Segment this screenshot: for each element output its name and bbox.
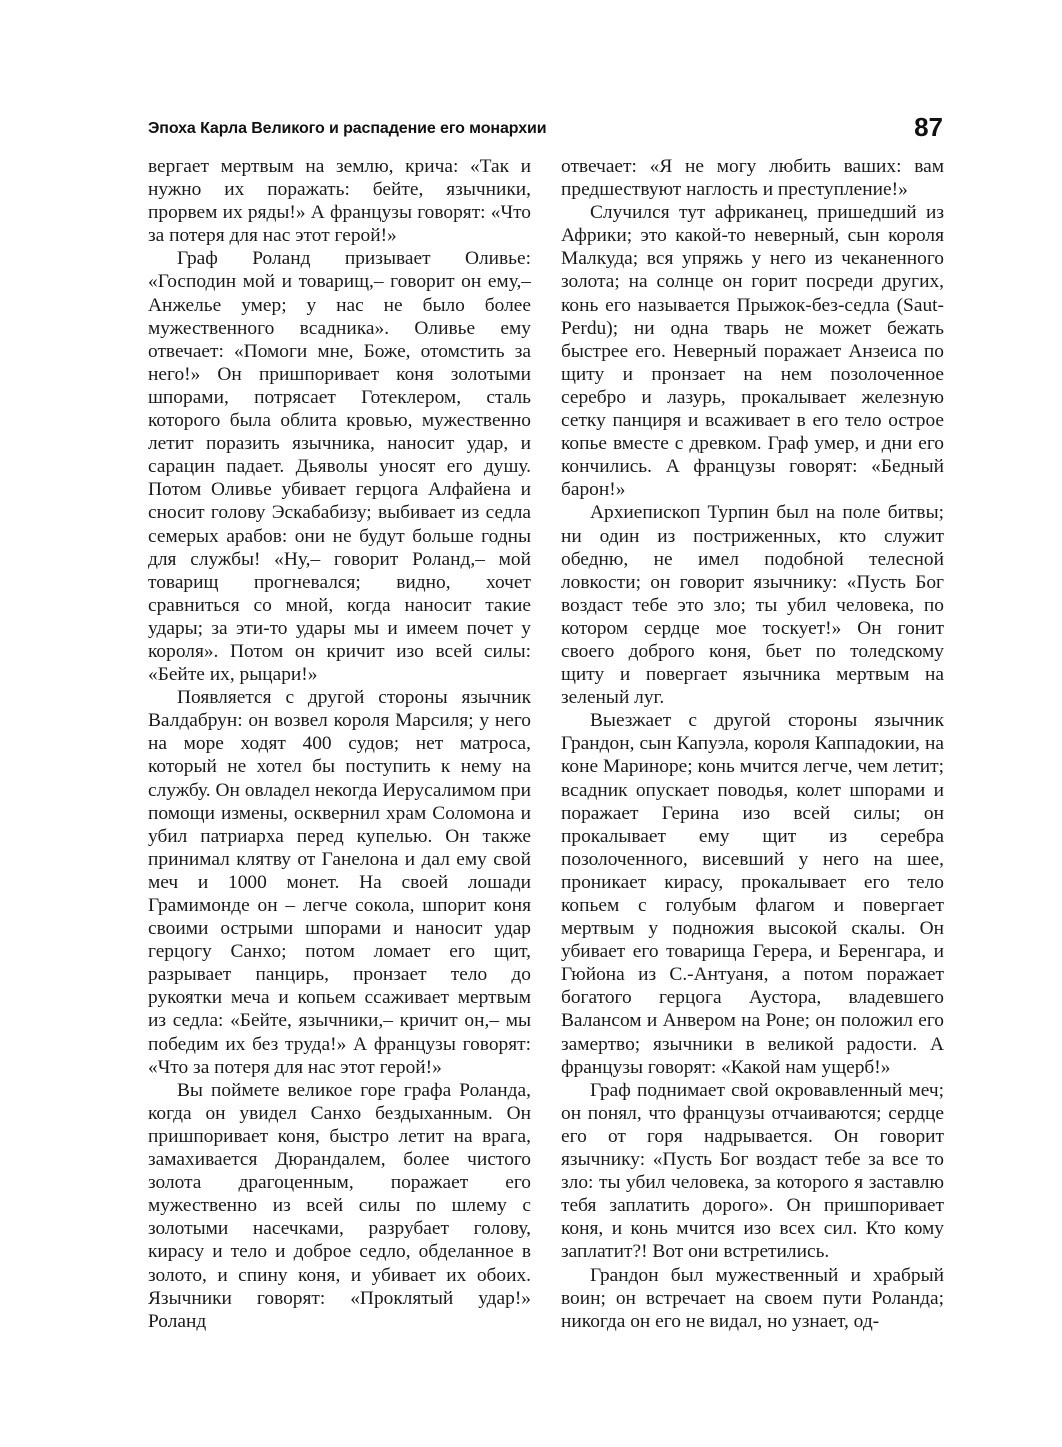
left-column — [148, 155, 531, 1333]
running-title: Эпоха Карла Великого и распадение его монархии — [148, 120, 547, 137]
paragraph: отвечает: «Я не могу любить ваших: вам предшествуют наглость и преступление!» — [561, 156, 944, 201]
paragraph: Архиепископ Турпин был на поле битвы; ни один из постриженных, кто служит обедню, не имел подобной телесной ловкости; он говорит язычнику: «Пусть Бог воздаст тебе это зло; ты убил человека, по котором сердце мое тоскует!» Он гонит своего доброго коня, бьет по толедскому щиту и повергает язычника мертвым на зеленый луг. — [561, 502, 944, 709]
paragraph: Случился тут африканец, пришедший из Африки; это какой-то неверный, сын короля Малкуда; вся упряжь у него из чеканенного золота; на солнце он горит посреди других, конь его называется Прыжок-без-седла (Saut-Perdu); ни одна тварь не может бежать быстрее его. Неверный поражает Анзеиса по щиту и пронзает на нем позолоченное серебро и лазурь, прокалывает железную сетку панциря и всаживает в его тело острое копье вместе с древком. Граф умер, и дни его кончились. А французы говорят: «Бедный барон!» — [561, 202, 944, 501]
page-number: 87 — [914, 112, 943, 142]
page-header — [148, 112, 943, 148]
paragraph: Граф поднимает свой окровавленный меч; он понял, что французы отчаиваются; сердце его от горя надрывается. Он говорит язычнику: «Пусть Бог воздаст тебе за все то зло: ты убил человека, за которого я заставлю тебя заплатить дорого». Он пришпоривает коня, и конь мчится изо всех сил. Кто кому заплатит?! Вот они встретились. — [561, 1079, 944, 1263]
right-column — [561, 155, 944, 1333]
paragraph: Появляется с другой стороны язычник Валдабрун: он возвел короля Марсиля; у него на море ходят 400 судов; нет матроса, который не хотел бы поступить к нему на службу. Он овладел некогда Иерусалимом при помощи измены, осквернил храм Соломона и убил патриарха перед купелью. Он также принимал клятву от Ганелона и дал ему свой меч и 1000 монет. На своей лошади Грамимонде он – легче сокола, шпорит коня своими острыми шпорами и наносит удар герцогу Санхо; потом ломает его щит, разрывает панцирь, пронзает тело до рукоятки меча и копьем ссаживает мертвым из седла: «Бейте, язычники,– кричит он,– мы победим их без труда!» А французы говорят: «Что за потеря для нас этот герой!» — [148, 687, 531, 1078]
paragraph: Вы поймете великое горе графа Роланда, когда он увидел Санхо бездыханным. Он пришпоривает коня, быстро летит на врага, замахивается Дюрандалем, более чистого золота драгоценным, поражает его мужественно из всей силы по шлему с золотыми насечками, разрубает голову, кирасу и тело и доброе седло, обделанное в золото, и спину коня, и убивает их обоих. Язычники говорят: «Проклятый удар!» Роланд — [148, 1079, 531, 1332]
paragraph: Грандон был мужественный и храбрый воин; он встречает на своем пути Роланда; никогда он его не видал, но узнает, од- — [561, 1264, 944, 1332]
paragraph: Выезжает с другой стороны язычник Грандон, сын Капуэла, короля Каппадокии, на коне Мариноре; конь мчится легче, чем летит; всадник опускает поводья, колет шпорами и поражает Герина изо всей силы; он прокалывает ему щит из серебра позолоченного, висевший у него на шее, проникает кирасу, прокалывает его тело копьем с голубым флагом и повергает мертвым у подножия высокой скалы. Он убивает его товарища Герера, и Беренгара, и Гюйона из С.-Антуаня, а потом поражает богатого герцога Аустора, владевшего Валансом и Анвером на Роне; он положил его замертво; язычники в великой радости. А французы говорят: «Какой нам ущерб!» — [561, 710, 944, 1078]
paragraph: Граф Роланд призывает Оливье: «Господин мой и товарищ,– говорит он ему,– Анжелье умер; у нас не было более мужественного всадника». Оливье ему отвечает: «Помоги мне, Боже, отомстить за него!» Он пришпоривает коня золотыми шпорами, потрясает Готеклером, сталь которого была облита кровью, мужественно летит поразить язычника, наносит удар, и сарацин падает. Дьяволы уносят его душу. Потом Оливье убивает герцога Алфайена и сносит голову Эскабабизу; выбивает из седла семерых арабов: они не будут больше годны для службы! «Ну,– говорит Роланд,– мой товарищ прогневался; видно, хочет сравниться со мной, когда наносит такие удары; за эти-то удары мы и имеем почет у короля». Потом он кричит изо всей силы: «Бейте их, рыцари!» — [148, 248, 531, 686]
paragraph: вергает мертвым на землю, крича: «Так и нужно их поражать: бейте, язычники, прорвем их ряды!» А французы говорят: «Что за потеря для нас этот герой!» — [148, 156, 531, 247]
